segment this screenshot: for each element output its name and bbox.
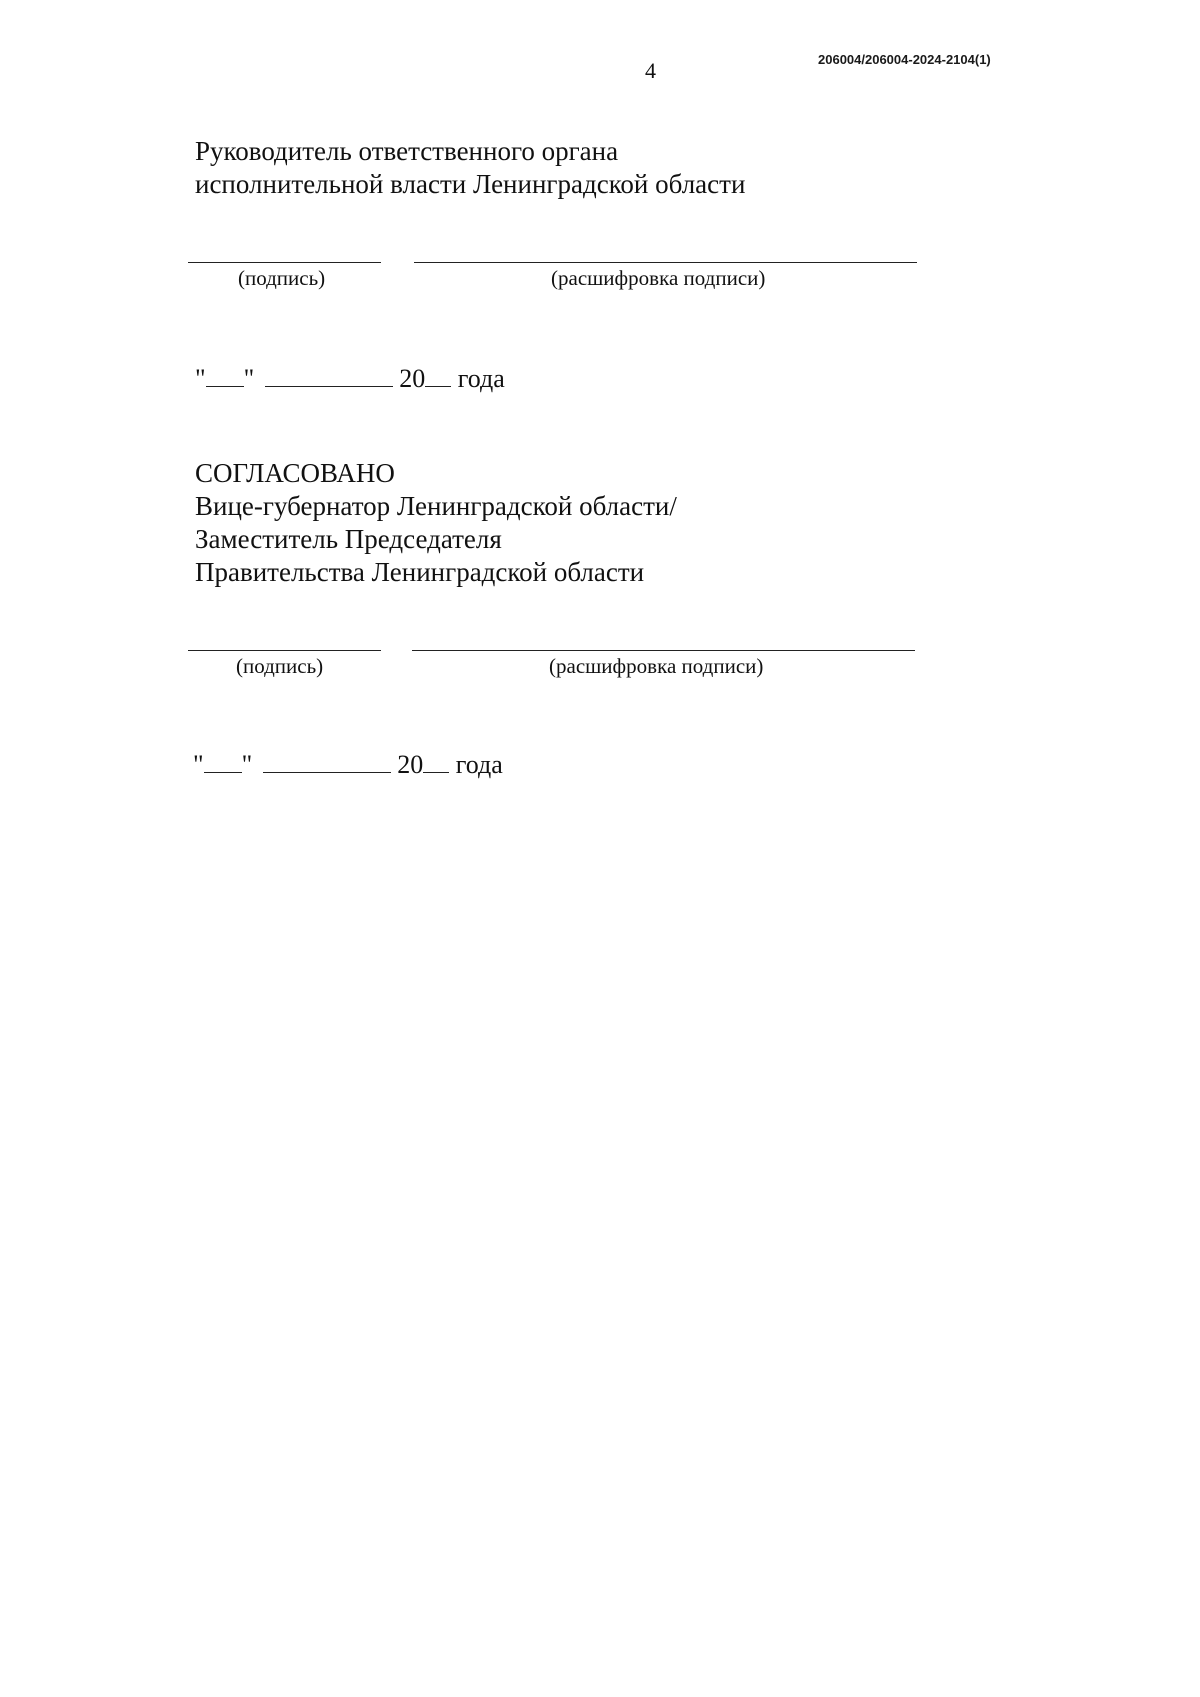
- block2-title-line1: Вице-губернатор Ленинградской области/: [195, 491, 677, 521]
- block1-signature-line: [188, 262, 381, 263]
- block2-decryption-line: [412, 650, 915, 651]
- block1-decryption-caption: (расшифровка подписи): [551, 266, 766, 290]
- block1-signature-caption: (подпись): [238, 266, 326, 290]
- block1-title-line2: исполнительной власти Ленинградской области: [195, 169, 746, 199]
- block2-month-blank: [263, 750, 391, 773]
- block1-date-year: 20: [399, 364, 426, 393]
- block1-decryption-line: [414, 262, 917, 263]
- block2-date-line: [193, 750, 503, 780]
- block1-month-blank: [265, 364, 393, 387]
- block2-date-open-quote: ": [193, 750, 204, 779]
- block2-title: [195, 457, 677, 589]
- block2-date-suffix: года: [455, 750, 503, 779]
- block1-date-close-quote: ": [243, 364, 255, 393]
- block2-signature-line: [188, 650, 381, 651]
- block2-day-blank: [204, 750, 242, 773]
- block1-day-blank: [206, 364, 244, 387]
- block1-date-suffix: года: [457, 364, 505, 393]
- block2-signature-caption: (подпись): [236, 654, 324, 678]
- block2-title-line2: Заместитель Председателя: [195, 524, 502, 554]
- block2-year-blank: [423, 750, 449, 773]
- block2-date-year: 20: [397, 750, 424, 779]
- page-number: 4: [645, 58, 656, 83]
- block1-title-line1: Руководитель ответственного органа: [195, 136, 619, 166]
- block2-decryption-caption: (расшифровка подписи): [549, 654, 764, 678]
- block2-date-close-quote: ": [241, 750, 253, 779]
- block1-date-open-quote: ": [195, 364, 206, 393]
- document-id: 206004/206004-2024-2104(1): [818, 52, 991, 67]
- block1-title: [195, 135, 745, 201]
- block1-year-blank: [425, 364, 451, 387]
- block1-date-line: [195, 364, 505, 394]
- block2-title-line3: Правительства Ленинградской области: [195, 557, 645, 587]
- block2-heading: СОГЛАСОВАНО: [195, 458, 395, 488]
